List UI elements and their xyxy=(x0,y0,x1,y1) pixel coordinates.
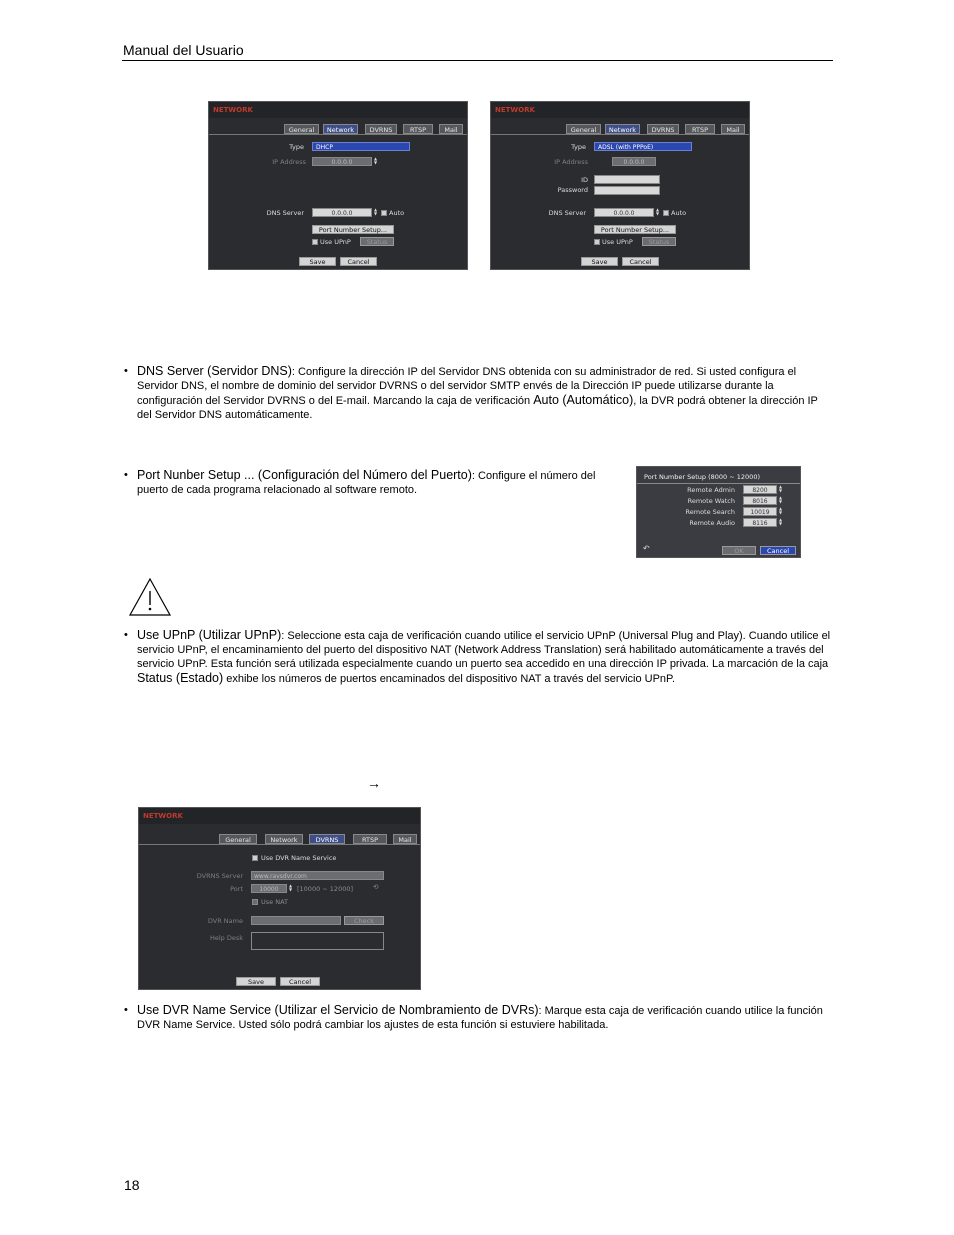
tab-network[interactable]: Network xyxy=(323,124,358,134)
tab-mail[interactable]: Mail xyxy=(393,834,417,844)
remote-watch-field[interactable]: 8016 xyxy=(743,496,777,505)
tab-dvrns[interactable]: DVRNS xyxy=(309,834,345,844)
cancel-button[interactable]: Cancel xyxy=(340,257,377,266)
dvr-name-label: DVR Name xyxy=(207,917,243,925)
header-rule xyxy=(122,60,833,61)
dns-server-field[interactable]: 0.0.0.0 xyxy=(594,208,654,217)
tab-divider xyxy=(209,134,467,135)
use-upnp-checkbox[interactable] xyxy=(312,239,318,245)
port-number-setup-button[interactable]: Port Number Setup... xyxy=(594,225,676,234)
dns-auto: Auto (Automático) xyxy=(533,393,634,407)
remote-watch-spinner-icon: ▲ ▼ xyxy=(778,495,783,504)
upnp-lead: Use UPnP (Utilizar UPnP) xyxy=(137,628,282,642)
port-lead: Port Nunber Setup ... (Configuración del Número del Puerto) xyxy=(137,468,472,482)
help-desk-field[interactable] xyxy=(251,932,384,950)
use-upnp-label: Use UPnP xyxy=(320,238,351,246)
cancel-button[interactable]: Cancel xyxy=(280,977,320,986)
id-label: ID xyxy=(581,176,588,184)
id-field[interactable] xyxy=(594,175,660,184)
password-field[interactable] xyxy=(594,186,660,195)
status-button[interactable]: Status xyxy=(360,237,394,246)
use-dvrns-checkbox[interactable] xyxy=(252,855,258,861)
tab-mail[interactable]: Mail xyxy=(439,124,463,134)
tab-rtsp[interactable]: RTSP xyxy=(685,124,715,134)
tab-dvrns[interactable]: DVRNS xyxy=(365,124,397,134)
tab-network[interactable]: Network xyxy=(265,834,303,844)
tab-mail[interactable]: Mail xyxy=(721,124,745,134)
dns-text-2: , la DVR podrá obtener la dirección IP del Servidor DNS automáticamente. xyxy=(137,395,818,421)
back-icon[interactable]: ↶ xyxy=(643,544,650,553)
dns-lead: DNS Server (Servidor DNS) xyxy=(137,364,292,378)
check-button[interactable]: Check xyxy=(344,916,384,925)
remote-search-field[interactable]: 10019 xyxy=(743,507,777,516)
port-spinner-icon: ▲ ▼ xyxy=(288,883,293,892)
caution-icon xyxy=(128,577,172,617)
dns-server-label: DNS Server xyxy=(266,209,304,217)
paragraph-port-setup xyxy=(137,468,615,497)
port-field[interactable]: 10000 xyxy=(251,884,287,893)
remote-audio-spinner-icon: ▲ ▼ xyxy=(778,517,783,526)
upnp-text-2: exhibe los números de puertos encaminados del dispositivo NAT a través del servicio UPnP. xyxy=(223,673,676,685)
port-range: [10000 ~ 12000] xyxy=(297,885,354,893)
cancel-button[interactable]: Cancel xyxy=(760,546,796,555)
help-desk-label: Help Desk xyxy=(209,934,243,942)
dvr-name-field[interactable] xyxy=(251,916,341,925)
dialog-title: NETWORK xyxy=(491,102,749,118)
bullet-dns: • xyxy=(124,365,128,377)
tab-rtsp[interactable]: RTSP xyxy=(403,124,433,134)
tab-divider xyxy=(139,844,420,845)
tab-general[interactable]: General xyxy=(284,124,319,134)
ip-address-field[interactable]: 0.0.0.0 xyxy=(312,157,372,166)
save-button[interactable]: Save xyxy=(299,257,336,266)
auto-checkbox[interactable] xyxy=(381,210,387,216)
refresh-icon[interactable]: ⟲ xyxy=(373,883,379,891)
ok-button[interactable]: OK xyxy=(722,546,756,555)
bullet-port: • xyxy=(124,469,128,481)
ip-address-label: IP Address xyxy=(272,158,306,166)
dvrns-server-label: DVRNS Server xyxy=(196,872,243,880)
use-upnp-checkbox[interactable] xyxy=(594,239,600,245)
bullet-dvrns: • xyxy=(124,1004,128,1016)
password-label: Password xyxy=(557,186,588,194)
auto-label: Auto xyxy=(671,209,687,217)
upnp-status: Status (Estado) xyxy=(137,671,224,685)
remote-admin-spinner-icon: ▲ ▼ xyxy=(778,484,783,493)
type-label: Type xyxy=(289,143,304,151)
dialog-title: NETWORK xyxy=(209,102,467,118)
use-upnp-label: Use UPnP xyxy=(602,238,633,246)
dvrns-server-field[interactable]: www.ravsdvr.com xyxy=(251,871,384,880)
network-dialog-dhcp xyxy=(208,101,468,270)
dns-spinner-icon: ▲ ▼ xyxy=(655,207,660,216)
tab-general[interactable]: General xyxy=(566,124,601,134)
ip-address-label: IP Address xyxy=(554,158,588,166)
type-select[interactable]: ADSL (with PPPoE) xyxy=(594,142,692,151)
use-nat-label: Use NAT xyxy=(261,898,288,906)
tab-rtsp[interactable]: RTSP xyxy=(353,834,387,844)
port-label: Port xyxy=(230,885,243,893)
ip-address-field[interactable]: 0.0.0.0 xyxy=(612,157,656,166)
tab-network[interactable]: Network xyxy=(605,124,640,134)
remote-audio-field[interactable]: 8116 xyxy=(743,518,777,527)
paragraph-dns-server xyxy=(137,364,831,422)
remote-audio-label: Remote Audio xyxy=(689,519,735,527)
remote-watch-label: Remote Watch xyxy=(687,497,735,505)
tab-divider xyxy=(491,134,749,135)
auto-checkbox[interactable] xyxy=(663,210,669,216)
paragraph-use-upnp xyxy=(137,628,833,686)
tab-general[interactable]: General xyxy=(219,834,257,844)
dns-text-1: : Configure la dirección IP del Servidor DNS obtenida con su administrador de red. Si usted configura el Servidor DNS, el nombre de dominio del servidor DVRNS o del servidor SMTP envés de la Dirección IP puede utilizarse durante la configuración del Servidor DVRNS o del E-mail. Marcando la caja de verificación xyxy=(137,366,797,407)
port-text: : Configure el número del puerto de cada programa relacionado al software remoto. xyxy=(137,470,596,496)
port-number-setup-button[interactable]: Port Number Setup... xyxy=(312,225,394,234)
upnp-text-1: : Seleccione esta caja de verificación cuando utilice el servicio UPnP (Universal Plug and Play). Cuando utilice el servicio UPnP, el encaminamiento del puerto del dispositivo NAT (Network Address Translation) será habilitado automáticamente a través del servicio UPnP. Esta función será utilizada especialmente cuando un puerto sea accedido en una dirección IP privada. La marcación de la caja xyxy=(137,630,831,670)
page-header: Manual del Usuario xyxy=(123,42,244,58)
dns-spinner-icon: ▲ ▼ xyxy=(373,207,378,216)
type-label: Type xyxy=(571,143,586,151)
remote-search-label: Remote Search xyxy=(685,508,735,516)
use-dvrns-label: Use DVR Name Service xyxy=(261,854,337,862)
paragraph-use-dvrns xyxy=(137,1003,831,1032)
type-select[interactable]: DHCP xyxy=(312,142,410,151)
dns-server-label: DNS Server xyxy=(548,209,586,217)
status-button[interactable]: Status xyxy=(642,237,676,246)
remote-admin-label: Remote Admin xyxy=(687,486,735,494)
network-dialog-adsl xyxy=(490,101,750,270)
arrow-right-icon: → xyxy=(367,775,381,791)
port-number-setup-dialog xyxy=(636,466,801,558)
tab-dvrns[interactable]: DVRNS xyxy=(647,124,679,134)
port-dialog-title: Port Number Setup (8000 ~ 12000) xyxy=(644,473,760,481)
port-dialog-divider xyxy=(637,483,800,484)
bullet-upnp: • xyxy=(124,629,128,641)
network-dialog-dvrns xyxy=(138,807,421,990)
use-nat-checkbox[interactable] xyxy=(252,899,258,905)
save-button[interactable]: Save xyxy=(236,977,276,986)
auto-label: Auto xyxy=(389,209,405,217)
dvrns-lead: Use DVR Name Service (Utilizar el Servicio de Nombramiento de DVRs) xyxy=(137,1003,539,1017)
page-number: 18 xyxy=(124,1177,140,1193)
ip-spinner-icon: ▲ ▼ xyxy=(373,156,378,165)
remote-admin-field[interactable]: 8200 xyxy=(743,485,777,494)
dns-server-field[interactable]: 0.0.0.0 xyxy=(312,208,372,217)
save-button[interactable]: Save xyxy=(581,257,618,266)
dvrns-text: : Marque esta caja de verificación cuando utilice la función DVR Name Service. Usted sólo podrá cambiar los ajustes de esta función si estuviere habilitada. xyxy=(137,1005,823,1031)
remote-search-spinner-icon: ▲ ▼ xyxy=(778,506,783,515)
dialog-title: NETWORK xyxy=(139,808,420,824)
cancel-button[interactable]: Cancel xyxy=(622,257,659,266)
